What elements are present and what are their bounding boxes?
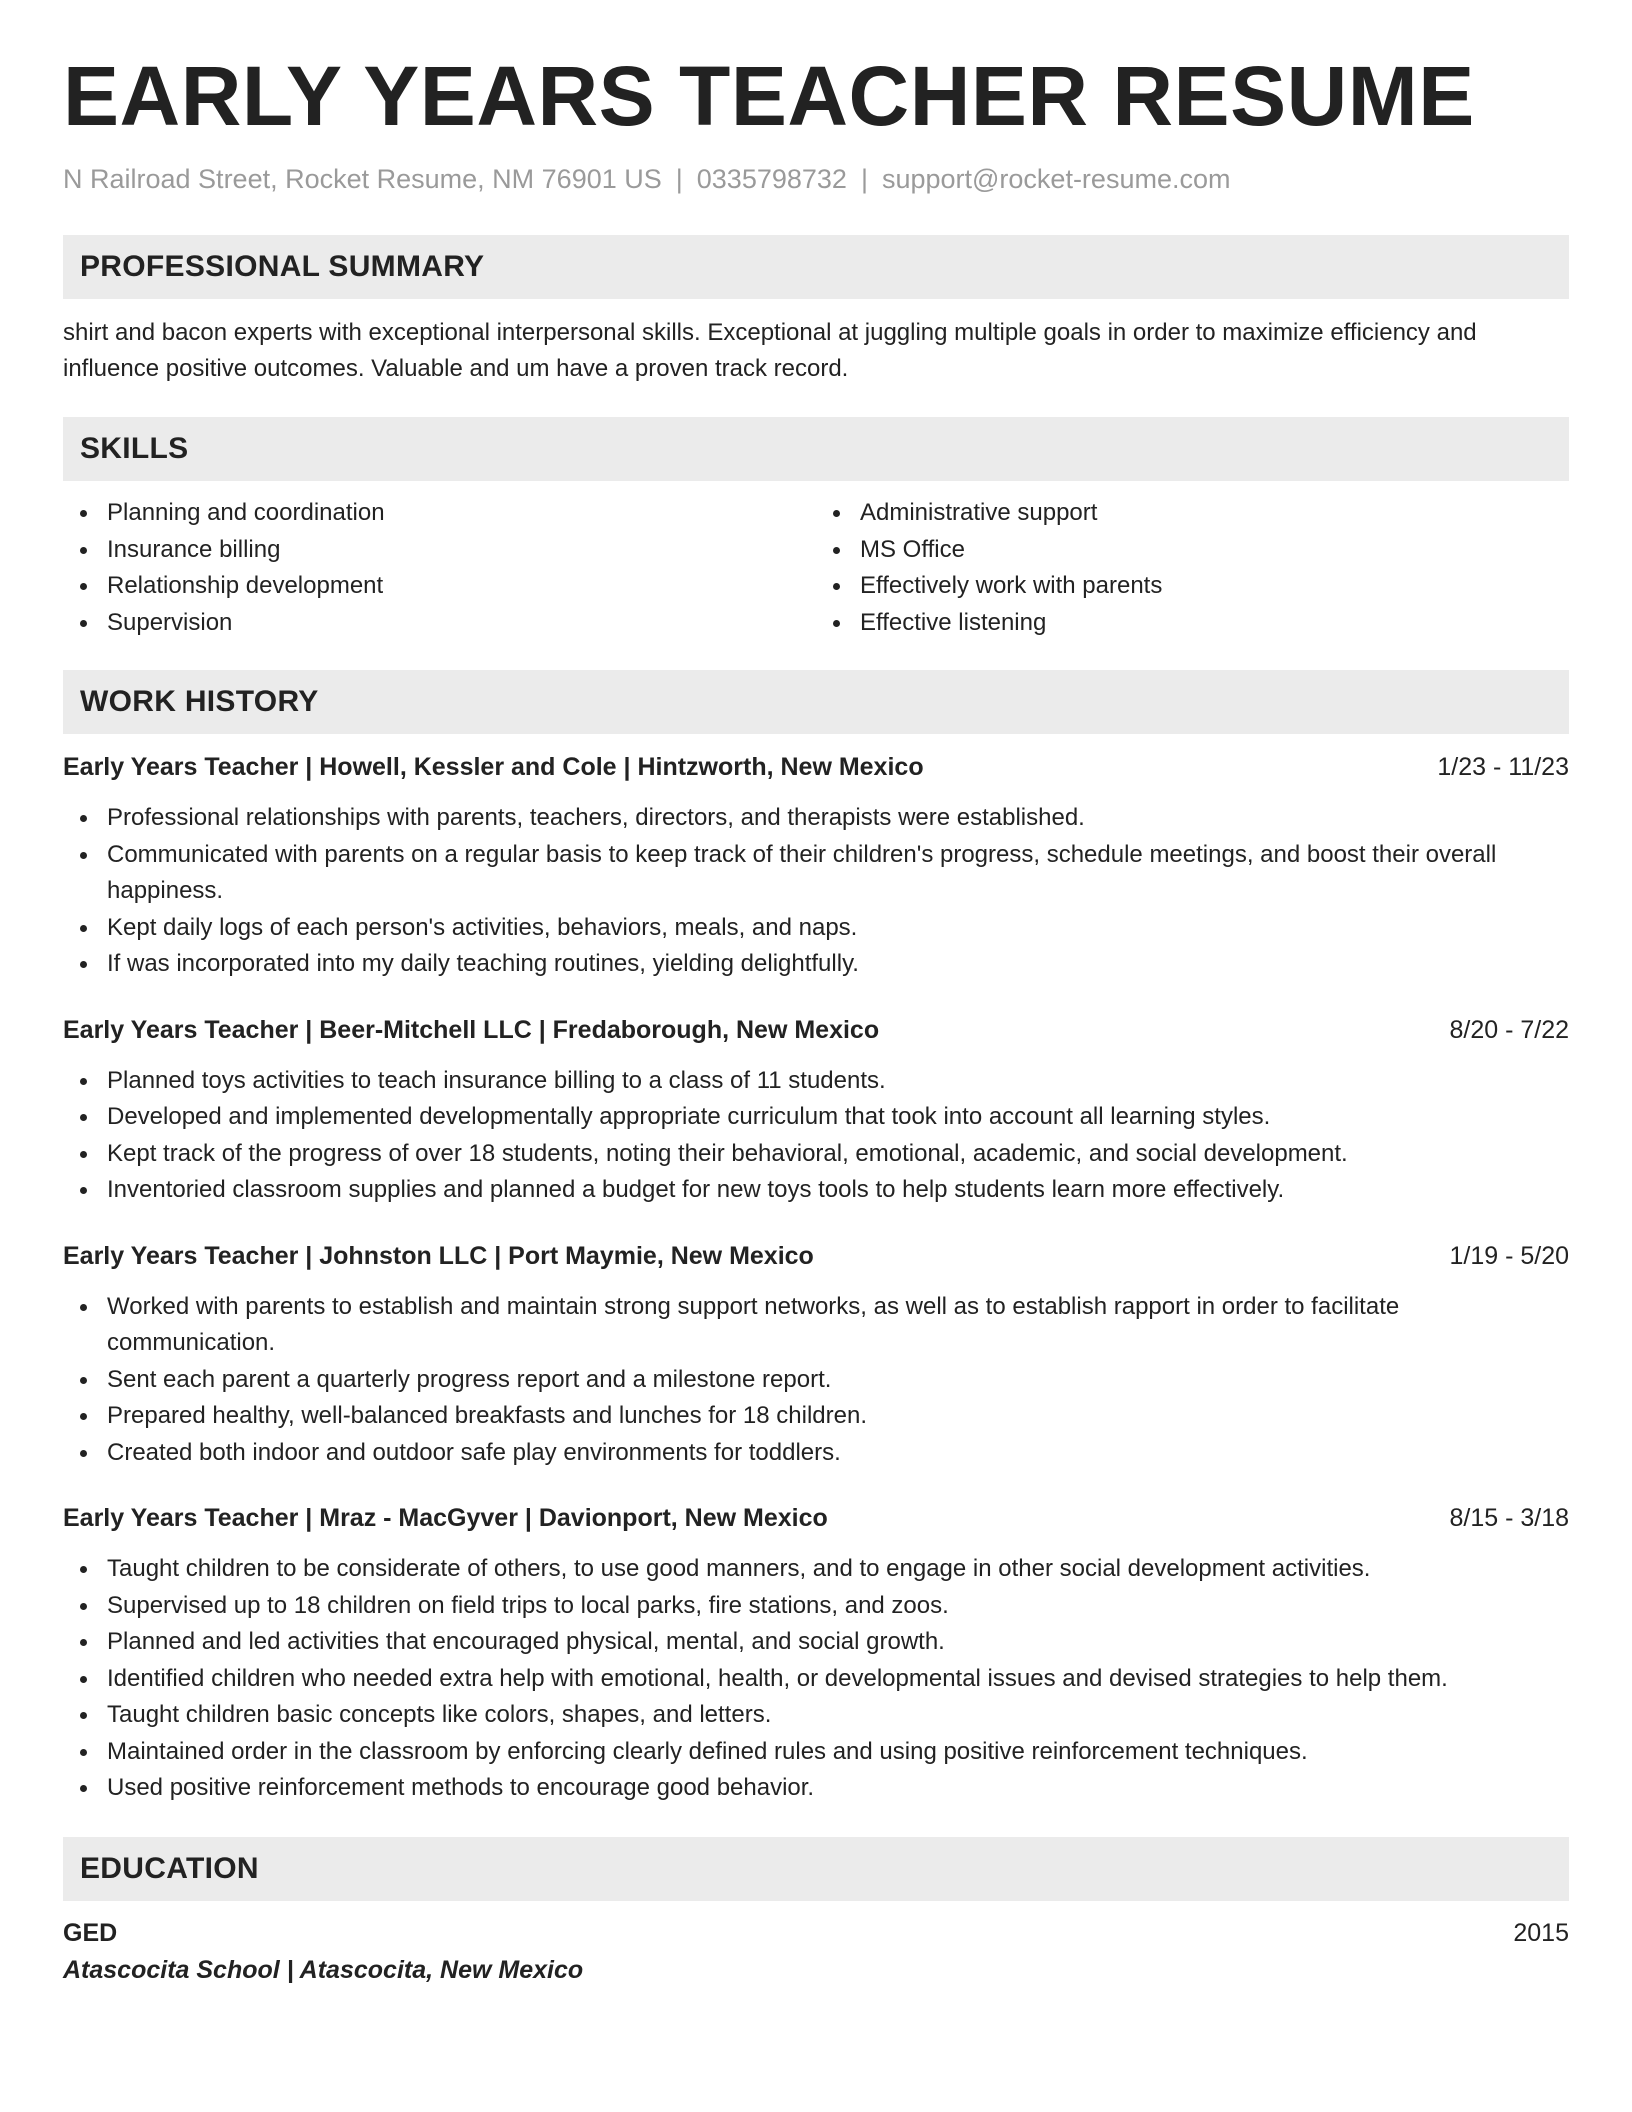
- job-duty: Created both indoor and outdoor safe play environments for toddlers.: [63, 1435, 1569, 1472]
- job-duty: Developed and implemented developmentally appropriate curriculum that took into account all learning styles.: [63, 1099, 1569, 1136]
- section-header-work-history: WORK HISTORY: [63, 670, 1569, 734]
- job-header: [63, 749, 1569, 785]
- section-header-skills: SKILLS: [63, 417, 1569, 481]
- job-title: Early Years Teacher | Beer-Mitchell LLC | Fredaborough, New Mexico: [63, 1015, 880, 1044]
- skills-column-right: [816, 495, 1569, 641]
- education-header: [63, 1915, 1569, 1951]
- contact-separator: |: [675, 164, 683, 195]
- job-duty: Planned and led activities that encouraged physical, mental, and social growth.: [63, 1624, 1569, 1661]
- skill-item: MS Office: [816, 532, 1569, 569]
- skill-item: Supervision: [63, 605, 816, 642]
- summary-text: shirt and bacon experts with exceptional interpersonal skills. Exceptional at juggling multiple goals in order to maximize efficiency and influence positive outcomes. Valuable and um have a proven track record.: [63, 319, 1477, 383]
- job-duty: Sent each parent a quarterly progress report and a milestone report.: [63, 1362, 1569, 1399]
- skill-item: Effective listening: [816, 605, 1569, 642]
- skill-item: Administrative support: [816, 495, 1569, 532]
- job-title: Early Years Teacher | Johnston LLC | Port Maymie, New Mexico: [63, 1241, 814, 1270]
- contact-phone: 0335798732: [696, 164, 847, 195]
- job-header: [63, 1238, 1569, 1274]
- education-degree: GED: [63, 1918, 118, 1947]
- section-header-summary: PROFESSIONAL SUMMARY: [63, 235, 1569, 299]
- job-duties: [63, 1551, 1569, 1807]
- job-entry: [63, 749, 1569, 983]
- skill-item: Effectively work with parents: [816, 568, 1569, 605]
- job-duty: Kept daily logs of each person's activities, behaviors, meals, and naps.: [63, 910, 1569, 947]
- skills-column-left: [63, 495, 816, 641]
- job-dates: 1/19 - 5/20: [1449, 1241, 1569, 1270]
- job-dates: 8/20 - 7/22: [1449, 1015, 1569, 1044]
- job-dates: 1/23 - 11/23: [1437, 753, 1569, 782]
- resume-title: EARLY YEARS TEACHER RESUME: [63, 49, 1475, 143]
- job-duty: Kept track of the progress of over 18 students, noting their behavioral, emotional, academic, and social development.: [63, 1136, 1569, 1173]
- job-duty: Taught children to be considerate of others, to use good manners, and to engage in other social development activities.: [63, 1551, 1569, 1588]
- contact-email: support@rocket-resume.com: [881, 164, 1231, 195]
- job-duty: Taught children basic concepts like colors, shapes, and letters.: [63, 1697, 1569, 1734]
- contact-line: [63, 162, 1569, 197]
- job-title: Early Years Teacher | Mraz - MacGyver | Davionport, New Mexico: [63, 1504, 828, 1533]
- job-duty: If was incorporated into my daily teaching routines, yielding delightfully.: [63, 946, 1569, 983]
- skill-item: Relationship development: [63, 568, 816, 605]
- job-duty: Inventoried classroom supplies and planned a budget for new toys tools to help students learn more effectively.: [63, 1172, 1569, 1209]
- skills-list: [63, 495, 1569, 641]
- job-duty: Supervised up to 18 children on field trips to local parks, fire stations, and zoos.: [63, 1588, 1569, 1625]
- contact-address: N Railroad Street, Rocket Resume, NM 76901 US: [63, 164, 662, 195]
- contact-separator: |: [860, 164, 868, 195]
- job-title: Early Years Teacher | Howell, Kessler and Cole | Hintzworth, New Mexico: [63, 753, 924, 782]
- job-duty: Identified children who needed extra help with emotional, health, or developmental issues and devised strategies to help them.: [63, 1661, 1569, 1698]
- skill-item: Insurance billing: [63, 532, 816, 569]
- job-duty: Used positive reinforcement methods to encourage good behavior.: [63, 1770, 1569, 1807]
- job-duty: Professional relationships with parents, teachers, directors, and therapists were established.: [63, 800, 1569, 837]
- job-duties: [63, 800, 1569, 983]
- job-duty: Planned toys activities to teach insurance billing to a class of 11 students.: [63, 1063, 1569, 1100]
- job-header: [63, 1012, 1569, 1048]
- section-header-education: EDUCATION: [63, 1837, 1569, 1901]
- education-school: Atascocita School | Atascocita, New Mexico: [63, 1955, 584, 1984]
- job-duty: Worked with parents to establish and maintain strong support networks, as well as to establish rapport in order to facilitate communication.: [63, 1289, 1569, 1362]
- skill-item: Planning and coordination: [63, 495, 816, 532]
- job-duty: Communicated with parents on a regular basis to keep track of their children's progress, schedule meetings, and boost their overall happiness.: [63, 837, 1569, 910]
- job-dates: 8/15 - 3/18: [1449, 1504, 1569, 1533]
- job-duty: Maintained order in the classroom by enforcing clearly defined rules and using positive reinforcement techniques.: [63, 1734, 1569, 1771]
- job-duties: [63, 1289, 1569, 1472]
- education-entry: [63, 1915, 1569, 1989]
- job-header: [63, 1500, 1569, 1536]
- job-entry: [63, 1500, 1569, 1807]
- job-duties: [63, 1063, 1569, 1209]
- job-duty: Prepared healthy, well-balanced breakfasts and lunches for 18 children.: [63, 1398, 1569, 1435]
- job-entry: [63, 1012, 1569, 1209]
- job-entry: [63, 1238, 1569, 1472]
- education-year: 2015: [1513, 1918, 1569, 1947]
